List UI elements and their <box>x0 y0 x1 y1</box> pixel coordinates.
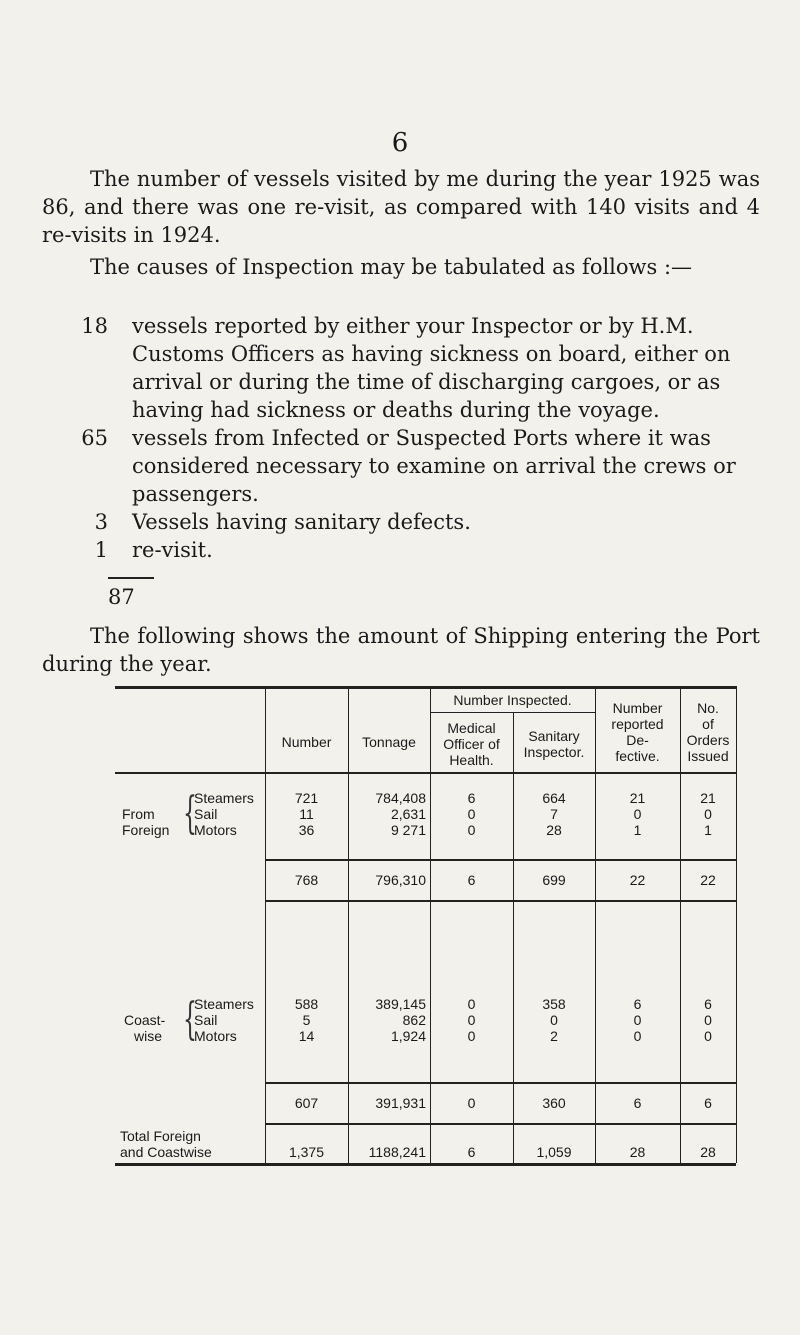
grand-total-orders: 28 <box>700 1144 716 1160</box>
coastwise-subtotal-tonnage: 391,931 <box>375 1095 426 1111</box>
cause-text: vessels from Infected or Suspected Ports where it was considered necessary to examine on arrival the crews or passengers. <box>132 426 736 506</box>
coastwise-types: Steamers Sail Motors <box>194 996 254 1044</box>
foreign-subtotal-orders: 22 <box>700 872 716 888</box>
brace: { <box>183 994 197 1045</box>
foreign-sanitary: 664 7 28 <box>542 790 566 838</box>
cause-text: vessels reported by either your Inspector or by H.M. Customs Officers as having sickness on board, either on arrival or during the time of discharging cargoes, or as having had sickness or deaths during the voyage. <box>132 314 731 422</box>
coastwise-subtotal-orders: 6 <box>704 1095 712 1111</box>
cause-count: 3 <box>94 510 108 534</box>
paragraph-causes-intro: The causes of Inspection may be tabulated as follows :— <box>90 255 693 279</box>
grand-total-defective: 28 <box>629 1144 646 1160</box>
grand-total-number: 1,375 <box>288 1144 325 1160</box>
cause-count: 1 <box>94 538 108 562</box>
table-top-rule <box>115 686 736 689</box>
foreign-subtotal-defective: 22 <box>629 872 646 888</box>
foreign-subtotal-number: 768 <box>294 872 319 888</box>
foreign-subtotal-bottom-rule <box>265 900 736 902</box>
header-number: Number <box>281 734 332 750</box>
coastwise-subtotal-sanitary: 360 <box>542 1095 566 1111</box>
foreign-subtotal-tonnage: 796,310 <box>375 872 426 888</box>
grand-total-medical: 6 <box>467 1144 476 1160</box>
coastwise-subtotal-bottom-rule <box>265 1123 736 1125</box>
header-bottom-rule <box>115 772 736 774</box>
header-sanitary: Sanitary Inspector. <box>523 728 585 760</box>
coastwise-tonnage: 389,145 862 1,924 <box>375 996 426 1044</box>
col-rule <box>348 686 349 1163</box>
grand-total-tonnage: 1188,241 <box>368 1144 426 1160</box>
paragraph-vessels-visited: The number of vessels visited by me during the year 1925 was 86, and there was one re-visit, as compared with 140 visits and 4 re-visits in 1924. <box>42 167 760 247</box>
cause-count: 65 <box>81 426 108 450</box>
foreign-subtotal-sanitary: 699 <box>542 872 566 888</box>
causes-total: 87 <box>108 585 135 609</box>
coastwise-group-label: Coast- wise <box>124 1012 166 1044</box>
col-rule <box>736 686 737 1163</box>
coastwise-subtotal-defective: 6 <box>633 1095 642 1111</box>
table-bottom-rule <box>115 1163 736 1166</box>
foreign-subtotal-rule <box>265 859 736 861</box>
cause-text: Vessels having sanitary defects. <box>132 510 471 534</box>
foreign-number: 721 11 36 <box>294 790 319 838</box>
brace: { <box>183 788 197 839</box>
cause-text: re-visit. <box>132 538 213 562</box>
coastwise-medical: 0 0 0 <box>467 996 476 1044</box>
foreign-defective: 21 0 1 <box>629 790 646 838</box>
grand-total-sanitary: 1,059 <box>536 1144 572 1160</box>
foreign-group-label: From Foreign <box>122 806 170 838</box>
coastwise-subtotal-medical: 0 <box>467 1095 476 1111</box>
coastwise-orders: 6 0 0 <box>704 996 712 1044</box>
coastwise-sanitary: 358 0 2 <box>542 996 566 1044</box>
coastwise-subtotal-rule <box>265 1082 736 1084</box>
foreign-medical: 6 0 0 <box>467 790 476 838</box>
foreign-tonnage: 784,408 2,631 9 271 <box>375 790 426 838</box>
page-number: 6 <box>391 128 409 158</box>
header-orders: No. of Orders Issued <box>686 700 730 764</box>
coastwise-defective: 6 0 0 <box>633 996 642 1044</box>
foreign-subtotal-medical: 6 <box>467 872 476 888</box>
col-rule <box>265 686 266 1163</box>
paragraph-shipping-intro: The following shows the amount of Shipping entering the Port during the year. <box>42 624 760 676</box>
cause-count: 18 <box>81 314 108 338</box>
header-tonnage: Tonnage <box>362 734 416 750</box>
header-number-inspected: Number Inspected. <box>453 692 572 708</box>
foreign-orders: 21 0 1 <box>700 790 716 838</box>
header-defective: Number reported De- fective. <box>611 700 664 764</box>
foreign-types: Steamers Sail Motors <box>194 790 254 838</box>
header-medical: Medical Officer of Health. <box>443 720 500 768</box>
grand-total-label: Total Foreign and Coastwise <box>120 1128 212 1160</box>
coastwise-subtotal-number: 607 <box>294 1095 319 1111</box>
coastwise-number: 588 5 14 <box>294 996 319 1044</box>
